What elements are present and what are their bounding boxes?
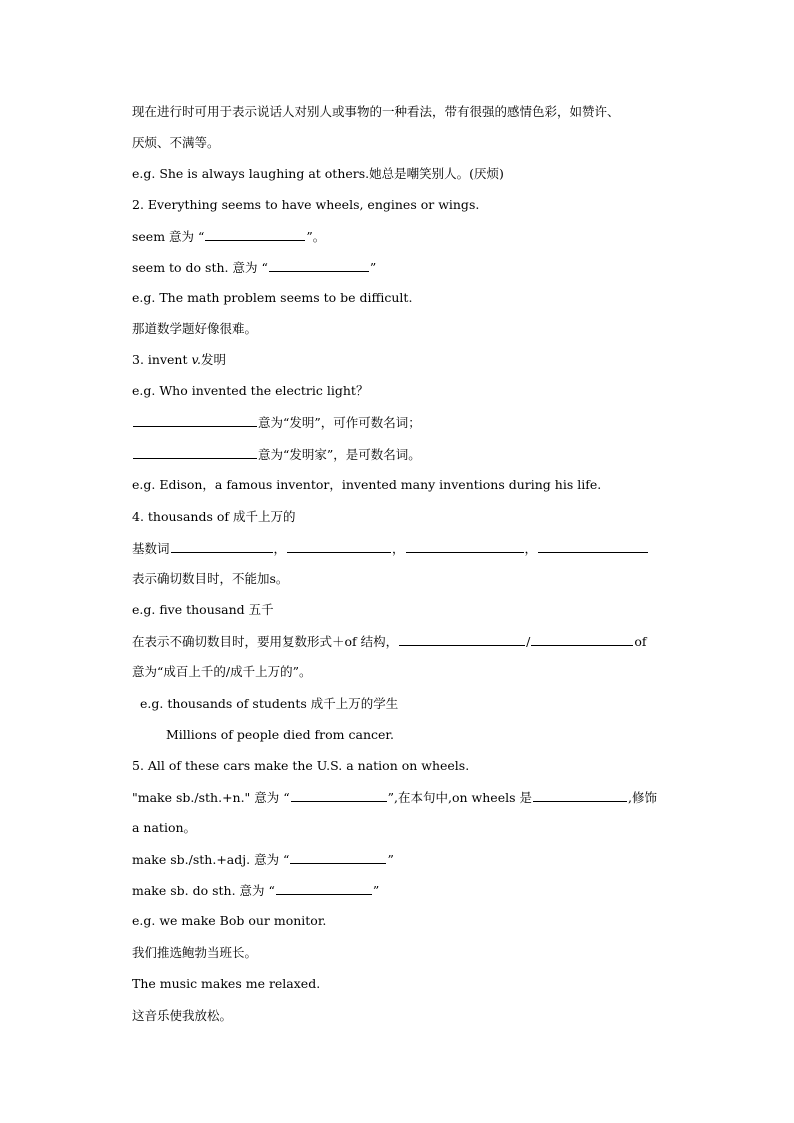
text-segment: ” <box>372 883 380 898</box>
text-line <box>132 321 257 337</box>
text-line <box>132 477 601 493</box>
text-segment: ”,在本句中,on wheels 是 <box>387 790 532 805</box>
text-line <box>132 602 274 618</box>
text-segment: 意为“发明家”，是可数名词。 <box>258 447 421 462</box>
fill-in-blank <box>205 228 305 241</box>
text-line <box>132 135 220 151</box>
text-segment: 现在进行时可用于表示说话人对别人或事物的一种看法，带有很强的感情色彩，如赞许、 <box>132 104 620 119</box>
text-segment: 这音乐使我放松。 <box>132 1008 233 1023</box>
text-line <box>132 104 620 120</box>
text-segment: 基数词 <box>132 541 170 556</box>
text-line <box>132 758 469 774</box>
text-segment: make sb./sth.+adj. 意为 “ <box>132 852 290 867</box>
text-line <box>132 976 320 992</box>
text-line <box>132 571 288 587</box>
text-segment: ”。 <box>306 229 326 244</box>
text-segment: a nation。 <box>132 820 197 835</box>
text-segment: e.g. The math problem seems to be difficult. <box>132 290 413 305</box>
text-line <box>132 228 325 245</box>
text-segment: 意为“成百上千的/成千上万的”。 <box>132 664 312 679</box>
fill-in-blank <box>133 414 257 427</box>
text-segment: e.g. Who invented the electric light？ <box>132 383 369 398</box>
text-segment: 发明 <box>201 352 227 367</box>
text-segment: ” <box>387 852 394 867</box>
text-segment: seem 意为 “ <box>132 229 205 244</box>
text-segment: ” <box>369 260 377 275</box>
text-segment: 表示确切数目时，不能加s。 <box>132 571 289 586</box>
text-segment: "make sb./sth.+n." 意为 “ <box>132 790 290 805</box>
text-segment: 那道数学题好像很难。 <box>132 321 258 336</box>
fill-in-blank <box>276 882 372 895</box>
text-line <box>132 540 649 557</box>
text-segment: 厌烦、不满等。 <box>132 135 220 150</box>
text-line <box>132 789 657 806</box>
text-segment: 2. Everything seems to have wheels, engines or wings. <box>132 197 480 212</box>
text-line <box>166 727 394 743</box>
text-line <box>132 166 504 182</box>
fill-in-blank <box>538 540 648 553</box>
text-segment: e.g. five thousand 五千 <box>132 602 274 617</box>
text-segment: v. <box>191 352 202 367</box>
text-line <box>132 913 326 929</box>
text-line <box>132 633 647 650</box>
fill-in-blank <box>133 446 257 459</box>
text-segment: make sb. do sth. 意为 “ <box>132 883 275 898</box>
text-line <box>132 352 226 368</box>
fill-in-blank <box>531 633 633 646</box>
text-segment: 5. All of these cars make the U.S. a nation on wheels. <box>132 758 470 773</box>
fill-in-blank <box>290 851 386 864</box>
text-segment: 我们推选鲍勃当班长。 <box>132 945 258 960</box>
text-segment: The music makes me relaxed. <box>132 976 321 991</box>
text-line <box>132 509 295 525</box>
text-segment: ， <box>524 541 538 556</box>
text-line <box>132 383 368 399</box>
text-segment: 3. invent <box>132 352 192 367</box>
text-segment: seem to do sth. 意为 “ <box>132 260 268 275</box>
text-segment: ， <box>392 541 405 556</box>
text-segment: 4. thousands of 成千上万的 <box>132 509 296 524</box>
fill-in-blank <box>406 540 524 553</box>
text-line <box>132 851 394 868</box>
text-line <box>132 945 257 961</box>
text-segment: Millions of people died from cancer. <box>166 727 394 742</box>
text-line <box>132 820 196 836</box>
text-line <box>132 1008 232 1024</box>
fill-in-blank <box>399 633 525 646</box>
fill-in-blank <box>171 540 273 553</box>
fill-in-blank <box>269 259 369 272</box>
fill-in-blank <box>291 789 387 802</box>
text-segment: e.g. we make Bob our monitor. <box>132 913 327 928</box>
text-line <box>132 664 312 680</box>
fill-in-blank <box>287 540 391 553</box>
text-line <box>132 259 376 276</box>
text-line <box>132 446 421 463</box>
text-segment: e.g. Edison，a famous inventor，invented many inventions during his life. <box>132 477 602 492</box>
text-line <box>140 696 398 712</box>
text-segment: / <box>526 634 531 649</box>
text-segment: of <box>634 634 647 649</box>
text-line <box>132 197 479 213</box>
text-segment: e.g. thousands of students 成千上万的学生 <box>140 696 399 711</box>
text-line <box>132 290 412 306</box>
text-line <box>132 882 379 899</box>
text-segment: ,修饰 <box>627 790 657 805</box>
text-segment: ， <box>273 541 287 556</box>
text-segment: 在表示不确切数目时，要用复数形式＋of 结构， <box>132 634 399 649</box>
fill-in-blank <box>533 789 627 802</box>
text-segment: 意为“发明”，可作可数名词； <box>258 415 421 430</box>
text-line <box>132 414 421 431</box>
text-segment: e.g. She is always laughing at others.她总是嘲笑别人。(厌烦) <box>132 166 504 181</box>
